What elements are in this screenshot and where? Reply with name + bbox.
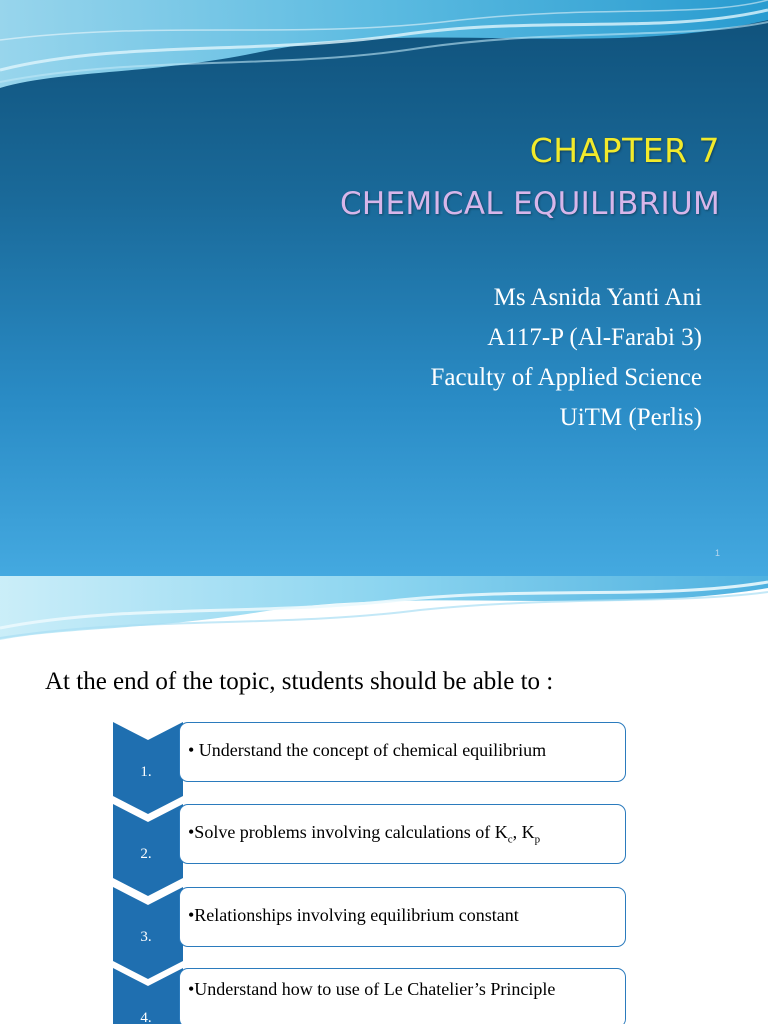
- objective-text-mid: , K: [512, 822, 535, 842]
- chapter-title: CHAPTER 7: [529, 131, 720, 170]
- objective-box: [179, 722, 626, 782]
- objective-number: 3.: [140, 929, 152, 945]
- objective-box: [179, 968, 626, 1024]
- presenter-institution: UiTM (Perlis): [559, 404, 702, 431]
- chapter-subtitle: CHEMICAL EQUILIBRIUM: [339, 186, 720, 222]
- objective-text: [188, 822, 540, 846]
- objective-box: [179, 887, 626, 947]
- subscript-c: c: [507, 833, 513, 846]
- header-wave-decoration: [0, 576, 768, 656]
- slide-number: 1: [714, 548, 720, 558]
- objective-box: [179, 804, 626, 864]
- objective-item-1: [113, 722, 629, 786]
- objective-item-3: [113, 887, 629, 951]
- presenter-room: A117-P (Al-Farabi 3): [487, 324, 702, 351]
- header-wave-decoration: [0, 0, 768, 110]
- objective-number: 2.: [140, 846, 152, 862]
- objective-number: 1.: [140, 764, 152, 780]
- objective-item-4: [113, 968, 629, 1024]
- objective-number: 4.: [140, 1010, 152, 1024]
- objectives-heading: At the end of the topic, students should be able to :: [45, 668, 554, 695]
- objective-item-2: [113, 804, 629, 868]
- objective-text: •Understand how to use of Le Chatelier’s Principle: [188, 979, 556, 999]
- objective-text: •Relationships involving equilibrium constant: [188, 905, 519, 925]
- objectives-slide: [0, 576, 768, 1024]
- subscript-p: p: [534, 833, 541, 846]
- objective-text-prefix: •Solve problems involving calculations of K: [188, 822, 508, 842]
- presenter-faculty: Faculty of Applied Science: [430, 364, 702, 391]
- presenter-name: Ms Asnida Yanti Ani: [493, 284, 702, 311]
- presenter-info: [282, 278, 702, 438]
- objective-text: • Understand the concept of chemical equilibrium: [188, 740, 547, 760]
